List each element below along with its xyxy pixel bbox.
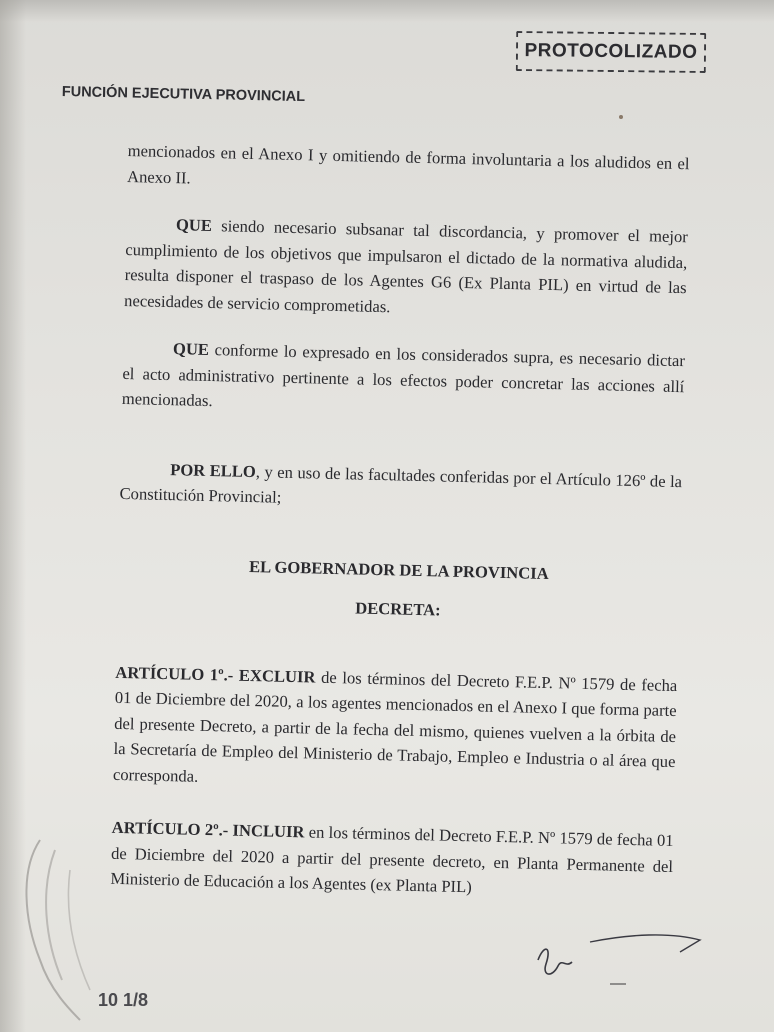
- protocolizado-stamp: PROTOCOLIZADO: [516, 31, 706, 73]
- margin-pencil-marks: [10, 830, 110, 1030]
- signature-mark: [530, 930, 730, 990]
- paragraph-3: [122, 335, 686, 425]
- heading-governor: EL GOBERNADOR DE LA PROVINCIA: [248, 556, 549, 583]
- page-shadow-top: [0, 0, 774, 22]
- article-1: [113, 659, 678, 800]
- paragraph-2-lead: QUE: [175, 215, 213, 235]
- paragraph-4-text: , y en uso de las facultades conferidas por el Artículo 126º de la Constitución Provincial;: [119, 461, 683, 507]
- article-2-label: ARTÍCULO 2º.- INCLUIR: [111, 817, 305, 842]
- paragraph-2-text: siendo necesario subsanar tal discordancia, y promover el mejor cumplimiento de los objetivos que impulsaron el dictado de la normativa aludida, resulta disponer el traspaso de los Agentes G6 (Ex Planta PIL) en virtud de las necesidades de servicio comprometidas.: [123, 216, 689, 316]
- document-header: FUNCIÓN EJECUTIVA PROVINCIAL: [61, 84, 306, 106]
- paragraph-3-text: conforme lo expresado en los considerados supra, es necesario dictar el acto administrativo pertinente a los efectos poder concretar las acciones allí mencionadas.: [121, 339, 686, 411]
- paragraph-2: [124, 211, 688, 326]
- article-2: [110, 815, 674, 905]
- article-2-text: en los términos del Decreto F.E.P. Nº 1579 de fecha 01 de Diciembre del 2020 a partir del presente decreto, en Planta Permanente del Ministerio de Educación a los Agentes (ex Planta PIL): [110, 822, 674, 897]
- heading-decreta: DECRETA:: [355, 598, 441, 620]
- article-1-text: de los términos del Decreto F.E.P. Nº 1579 de fecha 01 de Diciembre del 2020, a los agentes mencionados en el Anexo I que forma parte del presente Decreto, a partir de la fecha del mismo, quienes vuelven a la órbita de la Secretaría de Empleo del Ministerio de Trabajo, Empleo e Industria o al área que corresponda.: [112, 667, 678, 786]
- article-1-label: ARTÍCULO 1º.- EXCLUIR: [115, 662, 316, 687]
- paragraph-4-lead: POR ELLO: [169, 459, 257, 481]
- document-body: [110, 138, 690, 905]
- page-mark: 10 1/8: [98, 990, 149, 1010]
- paragraph-3-lead: QUE: [172, 339, 210, 359]
- paragraph-1: mencionados en el Anexo I y omitiendo de forma involuntaria a los aludidos en el Anexo II.: [126, 140, 690, 187]
- ink-dot: [619, 115, 623, 119]
